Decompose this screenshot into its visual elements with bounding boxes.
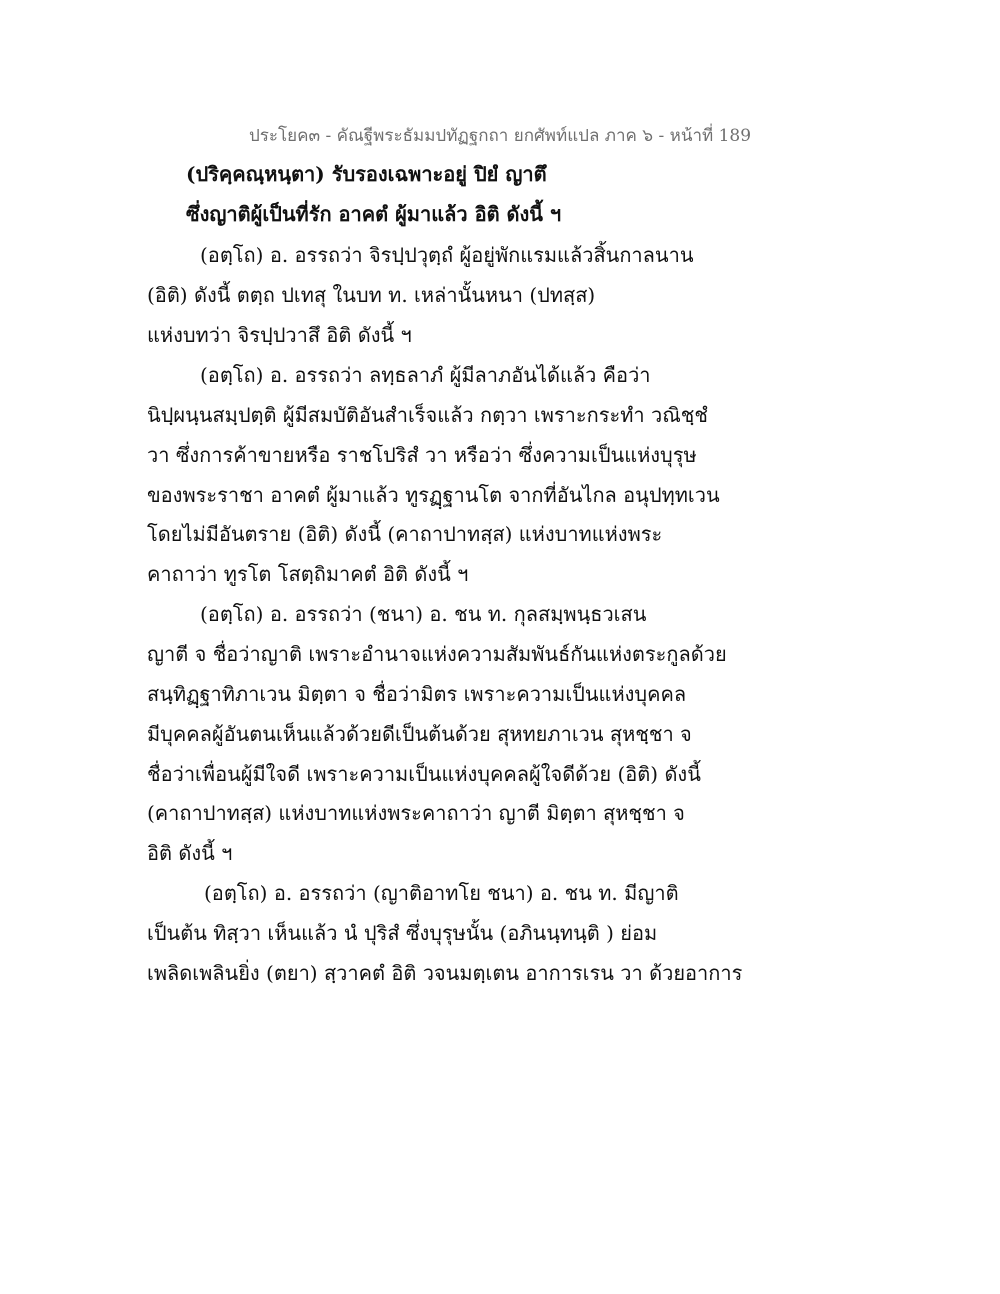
text-line-9: ของพระราชา อาคตํ ผู้มาแล้ว ทูรฏฺฐานโต จากที่อันไกล อนุปทฺทเวน [147, 483, 720, 507]
text-line-21: เพลิดเพลินยิ่ง (ตยา) สฺวาคตํ อิติ วจนมตฺเตน อาการเรน วา ด้วยอาการ [147, 961, 743, 985]
text-line-2: ซึ่งญาติผู้เป็นที่รัก อาคตํ ผู้มาแล้ว อิติ ดังนี้ ฯ [186, 202, 562, 226]
page-header: ประโยค๓ - คัณฐีพระธัมมปทัฏฐกถา ยกศัพท์แปล ภาค ๖ - หน้าที่ 189 [248, 126, 752, 146]
text-line-12: (อตฺโถ) อ. อรรถว่า (ชนา) อ. ชน ท. กุลสมฺพนฺธวเสน [200, 602, 647, 626]
text-line-8: วา ซึ่งการค้าขายหรือ ราชโปริสํ วา หรือว่า ซึ่งความเป็นแห่งบุรุษ [147, 443, 697, 467]
text-line-10: โดยไม่มีอันตราย (อิติ) ดังนี้ (คาถาปาทสฺส) แห่งบาทแห่งพระ [147, 522, 663, 546]
text-line-7: นิปฺผนฺนสมฺปตฺติ ผู้มีสมบัติอันสำเร็จแล้ว กตฺวา เพราะกระทำ วณิชฺชํ [147, 403, 708, 427]
text-line-13: ญาตี จ ชื่อว่าญาติ เพราะอำนาจแห่งความสัมพันธ์กันแห่งตระกูลด้วย [147, 642, 727, 666]
text-line-15: มีบุคคลผู้อันตนเห็นแล้วด้วยดีเป็นต้นด้วย สุหทยภาเวน สุหชฺชา จ [147, 722, 692, 746]
text-line-3: (อตฺโถ) อ. อรรถว่า จิรปฺปวุตฺถํ ผู้อยู่พักแรมแล้วสิ้นกาลนาน [200, 243, 694, 267]
text-line-6: (อตฺโถ) อ. อรรถว่า ลทฺธลาภํ ผู้มีลาภอันได้แล้ว คือว่า [200, 363, 651, 387]
text-line-4: (อิติ) ดังนี้ ตตฺถ ปเทสุ ในบท ท. เหล่านั้นหนา (ปทสฺส) [147, 283, 596, 307]
text-line-19: (อตฺโถ) อ. อรรถว่า (ญาติอาทโย ชนา) อ. ชน ท. มีญาติ [204, 881, 679, 905]
text-line-17: (คาถาปาทสฺส) แห่งบาทแห่งพระคาถาว่า ญาตี มิตฺตา สุหชฺชา จ [147, 801, 685, 825]
text-line-18: อิติ ดังนี้ ฯ [147, 841, 233, 865]
text-line-1: (ปริคฺคณฺหนฺตา) รับรองเฉพาะอยู่ ปิยํ ญาตึ [186, 162, 547, 186]
text-line-16: ชื่อว่าเพื่อนผู้มีใจดี เพราะความเป็นแห่งบุคคลผู้ใจดีด้วย (อิติ) ดังนี้ [147, 762, 701, 786]
text-line-20: เป็นต้น ทิสฺวา เห็นแล้ว นํ ปุริสํ ซึ่งบุรุษนั้น (อภินนฺทนฺติ ) ย่อม [147, 921, 658, 945]
text-line-11: คาถาว่า ทูรโต โสตฺถิมาคตํ อิติ ดังนี้ ฯ [147, 562, 469, 586]
text-line-14: สนฺทิฏฺฐาทิภาเวน มิตฺตา จ ชื่อว่ามิตร เพราะความเป็นแห่งบุคคล [147, 682, 687, 706]
text-line-5: แห่งบทว่า จิรปฺปวาสึ อิติ ดังนี้ ฯ [147, 323, 412, 347]
